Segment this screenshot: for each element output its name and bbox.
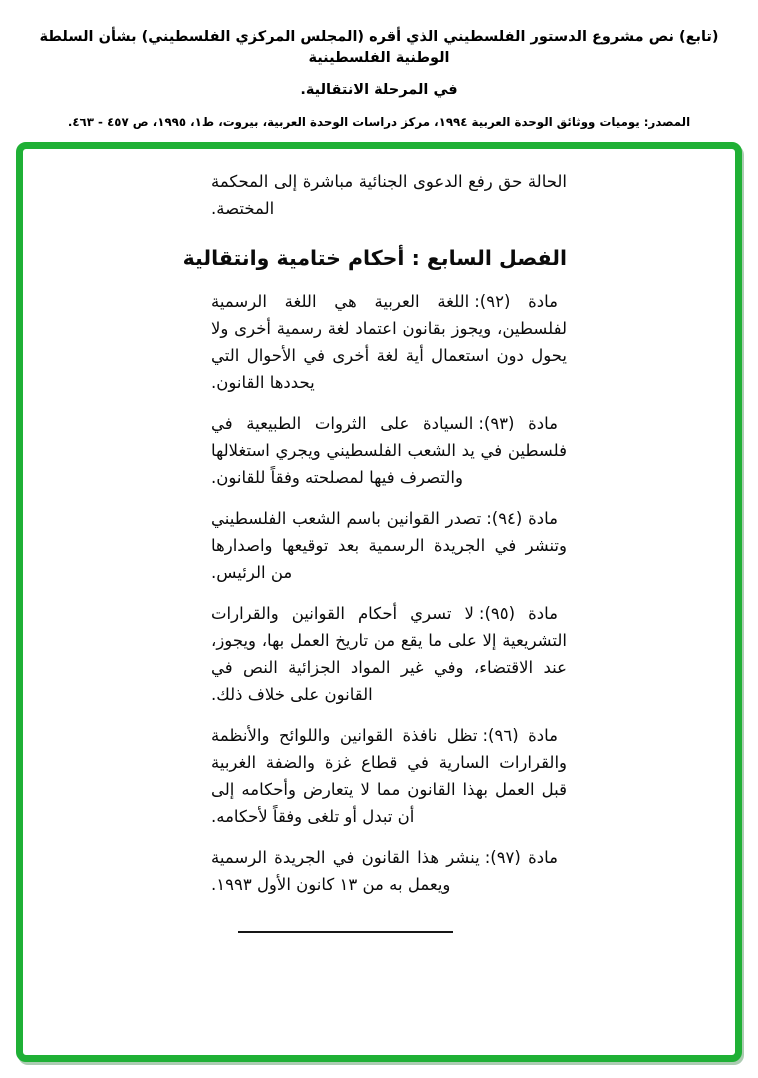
article-97-paragraph: [211, 844, 567, 898]
article-97-text: ينشر هذا القانون في الجريدة الرسمية ويعمل به من ١٣ كانون الأول ١٩٩٣.: [211, 848, 480, 894]
article-96-text: تظل نافذة القوانين واللوائح والأنظمة والقرارات السارية في قطاع غزة والضفة الغربية قبل العمل بهذا القانون مما لا يتعارض وأحكامه إلى أن تبدل أو تلغى وفقاً لأحكامه.: [211, 726, 567, 826]
article-96-label: مادة (٩٦):: [482, 726, 559, 745]
header-source-citation: المصدر: يوميات ووثائق الوحدة العربية ١٩٩٤، مركز دراسات الوحدة العربية، بيروت، ط١، ١٩٩٥، ص ٤٥٧ - ٤٦٣.: [67, 115, 691, 129]
article-96-paragraph: [211, 722, 567, 830]
continuation-paragraph: الحالة حق رفع الدعوى الجنائية مباشرة إلى المحكمة المختصة.: [211, 172, 567, 218]
scan-text-column: [182, 168, 567, 912]
article-93-paragraph: [211, 410, 567, 491]
article-94-text: تصدر القوانين باسم الشعب الفلسطيني وتنشر في الجريدة الرسمية بعد توقيعها واصدارها من الرئيس.: [211, 509, 567, 582]
header-title-line1: (تابع) نص مشروع الدستور الفلسطيني الذي أقره (المجلس المركزي الفلسطيني) بشأن السلطة الوطنية الفلسطينية: [39, 29, 719, 66]
article-93-label: مادة (٩٣):: [478, 414, 558, 433]
article-92-label: مادة (٩٢):: [474, 292, 558, 311]
footer-separator-rule: [238, 931, 453, 933]
document-header: [18, 27, 740, 130]
article-92-paragraph: [211, 288, 567, 396]
article-94-paragraph: [211, 505, 567, 586]
article-94-label: مادة (٩٤):: [486, 509, 559, 528]
chapter-seven-heading: الفصل السابع : أحكام ختامية وانتقالية: [182, 246, 567, 270]
article-95-label: مادة (٩٥):: [478, 604, 558, 623]
article-95-paragraph: [211, 600, 567, 708]
article-92-text: اللغة العربية هي اللغة الرسمية لفلسطين، ويجوز بقانون اعتماد لغة رسمية أخرى ولا يحول دون استعمال أية لغة أخرى في الأحوال التي يحددها القانون.: [211, 292, 567, 392]
article-95-text: لا تسري أحكام القوانين والقرارات التشريعية إلا على ما يقع من تاريخ العمل بها، ويجوز، عند الاقتضاء، وفي غير المواد الجزائية النص في القانون على خلاف ذلك.: [211, 604, 567, 704]
header-title-line2: في المرحلة الانتقالية.: [300, 82, 458, 98]
article-93-text: السيادة على الثروات الطبيعية في فلسطين في يد الشعب الفلسطيني ويجري استغلالها والتصرف فيها لمصلحته وفقاً للقانون.: [211, 414, 567, 487]
article-97-label: مادة (٩٧):: [484, 848, 558, 867]
